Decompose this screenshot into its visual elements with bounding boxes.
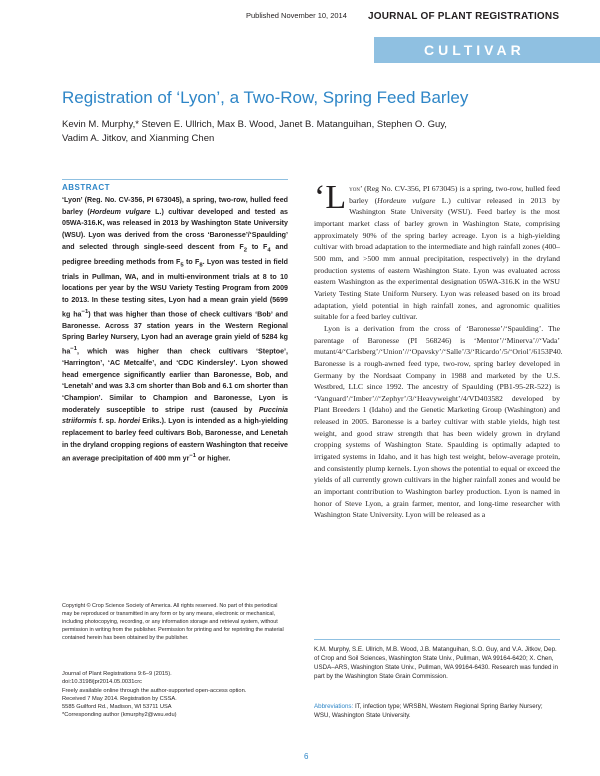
copyright-notice: Copyright © Crop Science Society of America. All rights reserved. No part of this periodical may be reproduced or transmitted in any form or by any means, electronic or mechanical, including photocopying, recording, or any information storage and retrieval system, without permission in writing from the publisher. Permission for printing and for reprinting the material contained herein has been obtained by the publisher. [62, 603, 284, 642]
published-date: Published November 10, 2014 [246, 11, 347, 20]
abstract-text: ‘Lyon’ (Reg. No. CV-356, PI 673045), a spring, two-row, hulled feed barley (Hordeum vulgare L.) cultivar developed and tested as 05WA-316.K, was released in 2013 by Washington State University (WSU). Lyon was derived from the cross ‘Baronesse’/‘Spaulding’ and selected through single-seed descent from $F_2$ to $F_4$ and pedigree breeding methods from $F_5$ to $F_8$. Lyon was tested in field trials in Pullman, WA, and in multi-environment trials at 8 to 10 locations per year by the WSU Variety Testing Program from 2009 to 2013. In these testing sites, Lyon had a mean grain yield (5699 kg $ha^{-1}$) that was higher than those of check cultivars ‘Bob’ and Baronesse. Across 37 station years in the Western Regional Spring Barley Nursery, Lyon had an average grain yield of 5284 kg $ha^{-1}$, which was higher than check cultivars ‘Steptoe’, ‘Harrington’, ‘AC Metcalfe’, and ‘CDC Kindersley’. Lyon showed head emergence significantly earlier than Baronesse, Bob, and ‘Lenetah’ and was 3.3 cm shorter than Bob and 6.1 cm shorter than ‘Champion’. Similar to Champion and Baronesse, Lyon is moderately susceptible to stripe rust (caused by Puccinia striiformis f. sp. hordei Eriks.). Lyon is intended as a high-yielding replacement to barley feed cultivars Bob, Baronesse, and Lenetah in the dryland cropping regions of eastern Washington that receive an average precipitation of 400 mm $yr^{-1}$ or higher. [62, 196, 289, 463]
section-label: CULTIVAR [424, 42, 525, 58]
received-line: Received 7 May 2014. Registration by CSSA. [62, 695, 177, 702]
affiliations-rule [314, 639, 560, 640]
abstract-heading: ABSTRACT [62, 183, 110, 192]
journal-name: JOURNAL OF PLANT REGISTRATIONS [368, 11, 560, 22]
citation-line: Journal of Plant Registrations 9:6–9 (2015). [62, 671, 172, 677]
article-body [314, 179, 563, 521]
doi-line: doi:10.3198/jpr2014.05.0031crc [62, 679, 143, 686]
article-title: Registration of ‘Lyon’, a Two-Row, Spring Feed Barley [62, 88, 469, 107]
author-list [62, 118, 532, 146]
affiliations-text: K.M. Murphy, S.E. Ullrich, M.B. Wood, J.B. Matanguihan, S.O. Guy, and V.A. Jitkov, Dep. of Crop and Soil Sciences, Washington State Univ., Pullman, WA 99164-6420; X. Chen, USDA–ARS, Washington State Univ., Pullman, WA 99164-6430. Research was funded in part by the Washington State Grain Commission. [314, 646, 558, 680]
drop-cap: ‘L [314, 179, 347, 216]
authors-line-1: Kevin M. Murphy,* Steven E. Ullrich, Max B. Wood, Janet B. Matanguihan, Stephen O. Guy, [62, 119, 447, 130]
authors-line-2: Vadim A. Jitkov, and Xianming Chen [62, 133, 215, 144]
address-line: 5585 Guilford Rd., Madison, WI 53711 USA [62, 704, 172, 711]
abbreviations [314, 702, 560, 720]
abbreviations-text: IT, infection type; WRSBN, Western Regional Spring Barley Nursery; WSU, Washington State University. [314, 703, 543, 719]
journal-info [62, 670, 288, 720]
corresponding-author-line: *Corresponding author (kmurphy2@wsu.edu) [62, 712, 177, 719]
page-number: 6 [304, 752, 309, 761]
abstract-top-rule [62, 179, 288, 180]
abbreviations-label: Abbreviations: [314, 703, 354, 710]
open-access-line: Freely available online through the author-supported open-access option. [62, 687, 247, 694]
body-paragraph-2: Lyon is a derivation from the cross of ‘Baronesse’/‘Spaulding’. The parentage of Baronesse (PI 568246) is ‘Mentor’/‘Minerva’//‘Vada’ mutant/4/‘Carlsberg’/‘Union’//‘Opavsky’/‘Salle’/3/‘Ricardo’/5/‘Oriol’/6153P40. Baronesse is a rough-awned feed type, two-row, spring barley developed in Germany by the Nordsaat Company in 1988 and marketed by the U.S. Westbred, LLC since 1992. The ancestry of Spaulding (PB1-95-2R-522) is ‘Vanguard’/‘Imber’//‘Zephyr’/3/‘Heavyweight’/4/VD403582 developed by Plant Breeders 1 (Idaho) and the Genetic Marketing Group (Washington) and released in 2005. Baronesse is a barley cultivar with stable yields, high test weight, and good straw strength that has been widely grown in dryland cropping systems of Washington State. Spaulding is optimally adapted to irrigated systems in Idaho, and it has high test weight, below-average protein, and consistently plump kernels. Lyon shows the potential to equal or exceed the yields of all currently grown cultivars in the higher rainfall zones and would be an important contribution to Washington barley production. Lyon is named in honor of Steve Lyon, a grain farmer, mentor, and long-time researcher with Washington State University. Lyon will be released as a [314, 323, 563, 520]
body-paragraph-1: ‘Lyon’ (Reg No. CV-356, PI 673045) is a spring, two-row, hulled feed barley (Hordeum vulgare L.) cultivar released in 2013 by Washington State University (WSU). Feed barley is the most important market class of barley grown in Washington State, comprising approximately 90% of the spring barley acreage. Lyon is a high-yielding cultivar with broad adaptation to the intermediate and high rainfall zones (400–500 mm, and >500 mm annual precipitation, respectively) in the dryland production systems of eastern Washington State. Lyon was evaluated across eastern Washington as the experimental designation 05WA-316.K in the WSU Variety Testing State Uniform Nursery. Lyon was released based on its broad adaptation, yield potential in high rainfall zones, and agronomic qualities suitable for a feed barley cultivar. [314, 179, 560, 322]
section-banner [374, 37, 600, 63]
